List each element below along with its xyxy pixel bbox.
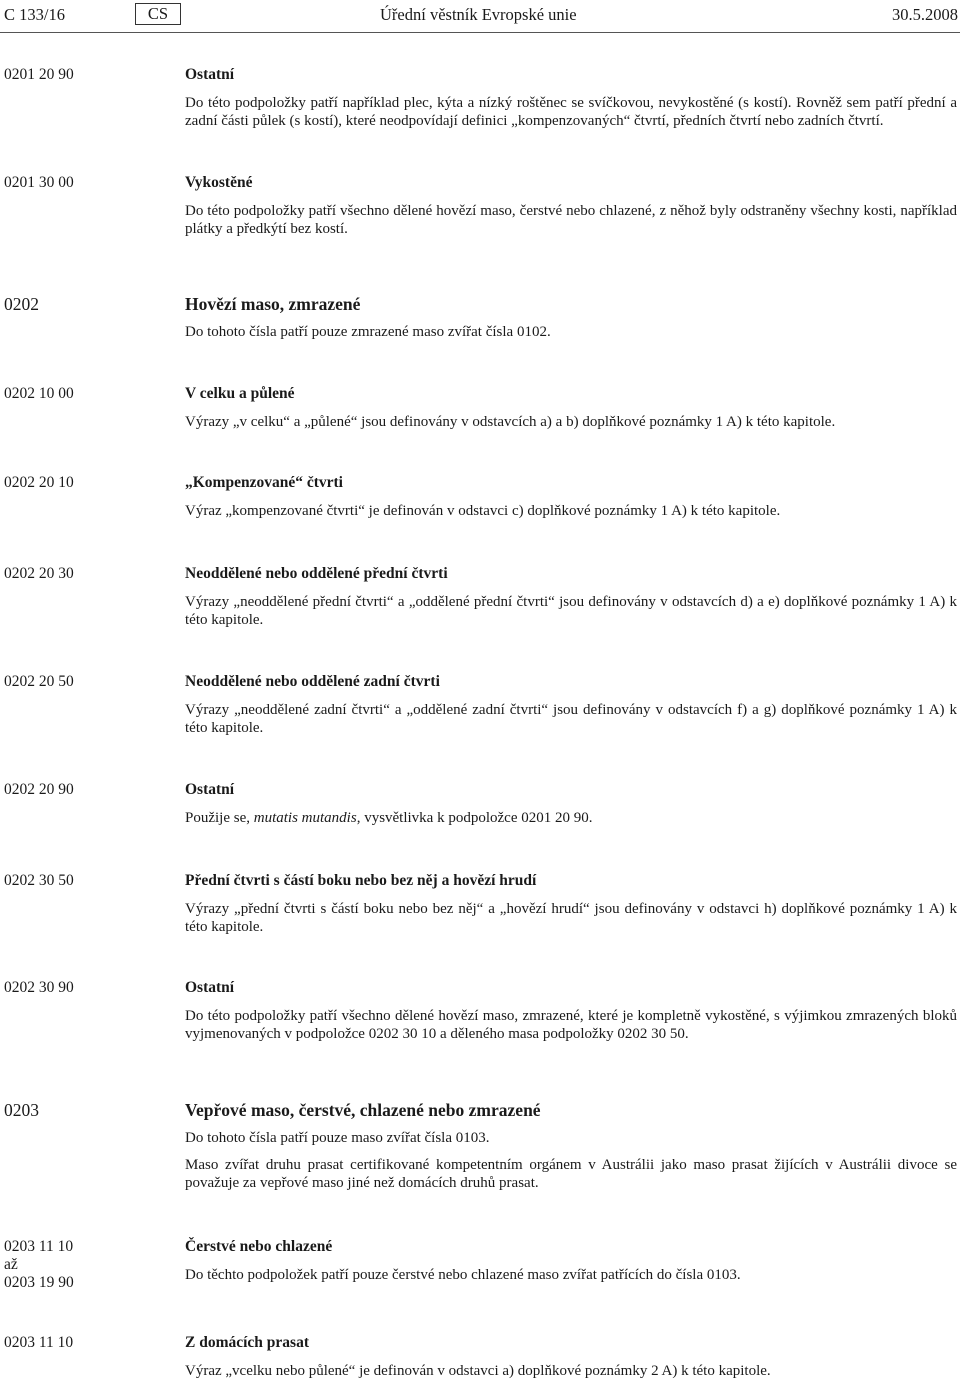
entry-title: „Kompenzované“ čtvrti bbox=[185, 474, 343, 491]
range-separator: až bbox=[4, 1256, 18, 1273]
entry-content bbox=[185, 474, 957, 520]
entry-content bbox=[185, 66, 957, 130]
journal-title: Úřední věstník Evropské unie bbox=[380, 5, 577, 24]
entry-title: Neoddělené nebo oddělené přední čtvrti bbox=[185, 565, 448, 582]
entry-content bbox=[185, 872, 957, 936]
header-divider bbox=[0, 32, 960, 33]
entry-content bbox=[185, 1334, 957, 1380]
entry-text: Do této podpoložky patří všechno dělené hovězí maso, zmrazené, které je kompletně vykostěné, s výjimkou zmrazených bloků vyjmenovaných v podpoložce 0202 30 10 a děleného masa podpoložky 0202 30 50. bbox=[185, 1008, 957, 1042]
entry-code: 0202 30 50 bbox=[4, 872, 74, 889]
entry-code: 0202 20 90 bbox=[4, 781, 74, 798]
language-badge: CS bbox=[135, 3, 181, 25]
entry-text: Do této podpoložky patří všechno dělené hovězí maso, čerstvé nebo chlazené, z něhož byly odstraněny všechny kosti, například plátky a předkýtí bez kostí. bbox=[185, 203, 957, 237]
journal-reference: C 133/16 bbox=[4, 5, 65, 24]
entry-text: Výrazy „neoddělené zadní čtvrti“ a „oddělené zadní čtvrti“ jsou definovány v odstavcích f) a g) doplňkové poznámky 1 A) k této kapitole. bbox=[185, 702, 957, 736]
entry-text: Výraz „vcelku nebo půlené“ je definován v odstavci a) doplňkové poznámky 2 A) k této kapitole. bbox=[185, 1363, 771, 1379]
entry-code: 0202 20 10 bbox=[4, 474, 74, 491]
entry-content bbox=[185, 979, 957, 1043]
entry-text: Výraz „kompenzované čtvrti“ je definován v odstavci c) doplňkové poznámky 1 A) k této kapitole. bbox=[185, 503, 781, 519]
entry-title: Ostatní bbox=[185, 979, 235, 996]
entry-code: 0203 bbox=[4, 1100, 39, 1120]
entry-title: V celku a půlené bbox=[185, 385, 295, 402]
entry-title: Čerstvé nebo chlazené bbox=[185, 1238, 333, 1255]
entry-title: Z domácích prasat bbox=[185, 1334, 309, 1351]
entry-code: 0202 20 30 bbox=[4, 565, 74, 582]
entry-text: Použije se, mutatis mutandis, vysvětlivka k podpoložce 0201 20 90. bbox=[185, 810, 593, 826]
entry-code: 0203 11 10 bbox=[4, 1334, 74, 1351]
entry-content bbox=[185, 673, 957, 737]
entry-code: 0202 10 00 bbox=[4, 385, 74, 402]
entry-title: Ostatní bbox=[185, 66, 235, 83]
entry-code: 0201 20 90 bbox=[4, 66, 74, 83]
entry-content bbox=[185, 174, 957, 238]
entry-title: Vykostěné bbox=[185, 174, 253, 191]
entry-text: Výrazy „v celku“ a „půlené“ jsou definovány v odstavcích a) a b) doplňkové poznámky 1 A) k této kapitole. bbox=[185, 414, 836, 430]
entry-text: Do této podpoložky patří například plec, kýta a nízký roštěnec se svíčkovou, nevykostěné (s kostí). Rovněž sem patří přední a zadní části půlek (s kostí), které neodpovídají definici „kompenzovaných“ čtvrtí, předních čtvrtí nebo zadních čtvrtí. bbox=[185, 95, 957, 129]
entry-text: Do těchto podpoložek patří pouze čerstvé nebo chlazené maso zvířat patřících do čísla 0103. bbox=[185, 1267, 741, 1283]
entry-title: Přední čtvrti s částí boku nebo bez něj a hovězí hrudí bbox=[185, 872, 537, 889]
entry-title: Vepřové maso, čerstvé, chlazené nebo zmrazené bbox=[185, 1100, 541, 1120]
range-end: 0203 19 90 bbox=[4, 1274, 74, 1291]
entry-title: Neoddělené nebo oddělené zadní čtvrti bbox=[185, 673, 440, 690]
entry-content bbox=[185, 293, 957, 341]
publication-date: 30.5.2008 bbox=[892, 5, 958, 24]
entry-text: Výrazy „neoddělené přední čtvrti“ a „oddělené přední čtvrti“ jsou definovány v odstavcích d) a e) doplňkové poznámky 1 A) k této kapitole. bbox=[185, 594, 957, 628]
entry-code: 0202 30 90 bbox=[4, 979, 74, 996]
entry-code: 0202 20 50 bbox=[4, 673, 74, 690]
entry-content bbox=[185, 781, 957, 827]
entry-text: Výrazy „přední čtvrti s částí boku nebo bez něj“ a „hovězí hrudí“ jsou definovány v odstavci h) doplňkové poznámky 1 A) k této kapitole. bbox=[185, 901, 957, 935]
entry-code-range bbox=[4, 1238, 164, 1292]
italic-term: mutatis mutandis bbox=[253, 810, 357, 826]
entry-content bbox=[185, 1099, 957, 1192]
entry-title: Ostatní bbox=[185, 781, 235, 798]
entry-code: 0201 30 00 bbox=[4, 174, 74, 191]
entry-code: 0202 bbox=[4, 294, 39, 314]
page-header bbox=[0, 0, 960, 32]
range-start: 0203 11 10 bbox=[4, 1238, 74, 1255]
entry-content bbox=[185, 385, 957, 431]
entry-text: Do tohoto čísla patří pouze zmrazené maso zvířat čísla 0102. bbox=[185, 324, 551, 340]
entry-text: Maso zvířat druhu prasat certifikované kompetentním orgánem v Austrálii jako maso prasat žijících v Austrálii divoce se považuje za vepřové maso jiné než domácích druhů prasat. bbox=[185, 1157, 957, 1191]
entry-content bbox=[185, 1238, 957, 1284]
entry-content bbox=[185, 565, 957, 629]
entry-title: Hovězí maso, zmrazené bbox=[185, 294, 361, 314]
entry-text: Do tohoto čísla patří pouze maso zvířat čísla 0103. bbox=[185, 1130, 490, 1146]
